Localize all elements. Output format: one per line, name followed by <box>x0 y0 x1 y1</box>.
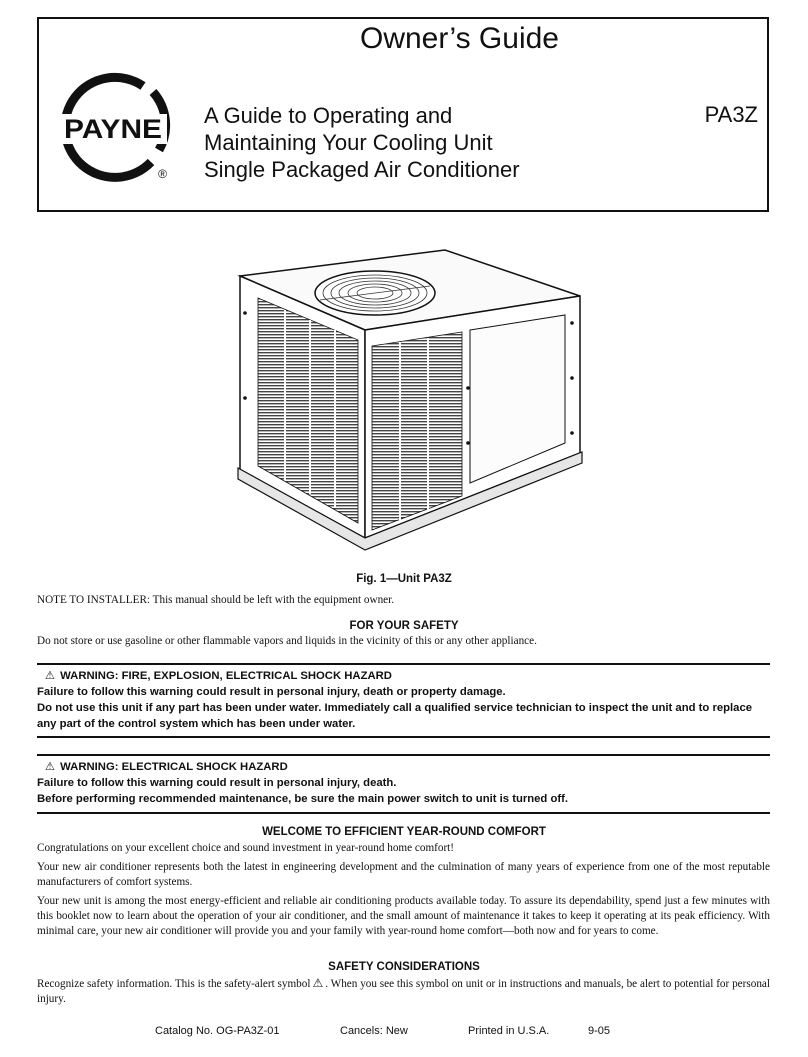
warning-line: Failure to follow this warning could result in personal injury, death or property damage. <box>37 686 506 698</box>
print-date: 9-05 <box>588 1025 611 1037</box>
warning-line: Do not use this unit if any part has been under water. Immediately call a qualified service technician to inspect the unit and to replace any part of the control system which has been under water. <box>37 702 753 730</box>
warning-box-fire <box>37 663 770 738</box>
welcome-paragraph: Your new unit is among the most energy-efficient and reliable air conditioning products available today. To assure its dependability, spend just a few minutes with this booklet now to learn about the operation of your air conditioner, and the small amount of maintenance it takes to keep it operating at its peak efficiency. With minimal care, your new air conditioner will provide you and your family with year-round home comfort—both now and for years to come. <box>37 895 770 937</box>
payne-logo <box>55 70 173 188</box>
subtitle-line: Maintaining Your Cooling Unit <box>204 130 493 155</box>
figure-caption: Fig. 1—Unit PA3Z <box>356 573 452 585</box>
cancels: Cancels: New <box>340 1025 408 1037</box>
catalog-number: Catalog No. OG-PA3Z-01 <box>155 1025 280 1037</box>
for-your-safety-text: Do not store or use gasoline or other flammable vapors and liquids in the vicinity of this or any other appliance. <box>37 635 537 647</box>
safety-considerations-heading: SAFETY CONSIDERATIONS <box>328 961 480 973</box>
unit-illustration <box>220 238 600 558</box>
warning-box-electrical <box>37 754 770 814</box>
welcome-heading: WELCOME TO EFFICIENT YEAR-ROUND COMFORT <box>262 826 546 838</box>
note-to-installer: NOTE TO INSTALLER: This manual should be left with the equipment owner. <box>37 594 395 606</box>
warning-triangle-icon: ⚠ <box>44 761 56 773</box>
logo-text: PAYNE <box>64 114 162 144</box>
printed-in: Printed in U.S.A. <box>468 1025 550 1037</box>
warning-triangle-icon: ⚠ <box>44 670 56 682</box>
model-number: PA3Z <box>704 102 758 127</box>
subtitle <box>204 102 520 183</box>
welcome-paragraph: Congratulations on your excellent choice and sound investment in year-round home comfort! <box>37 842 455 854</box>
safety-alert-icon: ⚠ <box>312 976 324 990</box>
safety-considerations-text: Recognize safety information. This is the safety-alert symbol ⚠ . When you see this symbol on unit or in instructions and manuals, be alert to potential for personal injury. <box>37 976 770 1005</box>
registered-mark: ® <box>158 167 167 181</box>
warning-line: Failure to follow this warning could result in personal injury, death. <box>37 777 397 789</box>
subtitle-line: A Guide to Operating and <box>204 103 453 128</box>
document-title: Owner’s Guide <box>360 22 559 55</box>
warning-title: ⚠ WARNING: ELECTRICAL SHOCK HAZARD <box>44 761 288 773</box>
warning-line: Before performing recommended maintenance, be sure the main power switch to unit is turned off. <box>37 793 569 805</box>
subtitle-line: Single Packaged Air Conditioner <box>204 157 520 182</box>
welcome-paragraph: Your new air conditioner represents both the latest in engineering development and the culmination of many years of experience from one of the most reputable manufacturers of comfort systems. <box>37 861 770 888</box>
for-your-safety-heading: FOR YOUR SAFETY <box>349 620 459 632</box>
warning-title: ⚠ WARNING: FIRE, EXPLOSION, ELECTRICAL SHOCK HAZARD <box>44 670 392 682</box>
